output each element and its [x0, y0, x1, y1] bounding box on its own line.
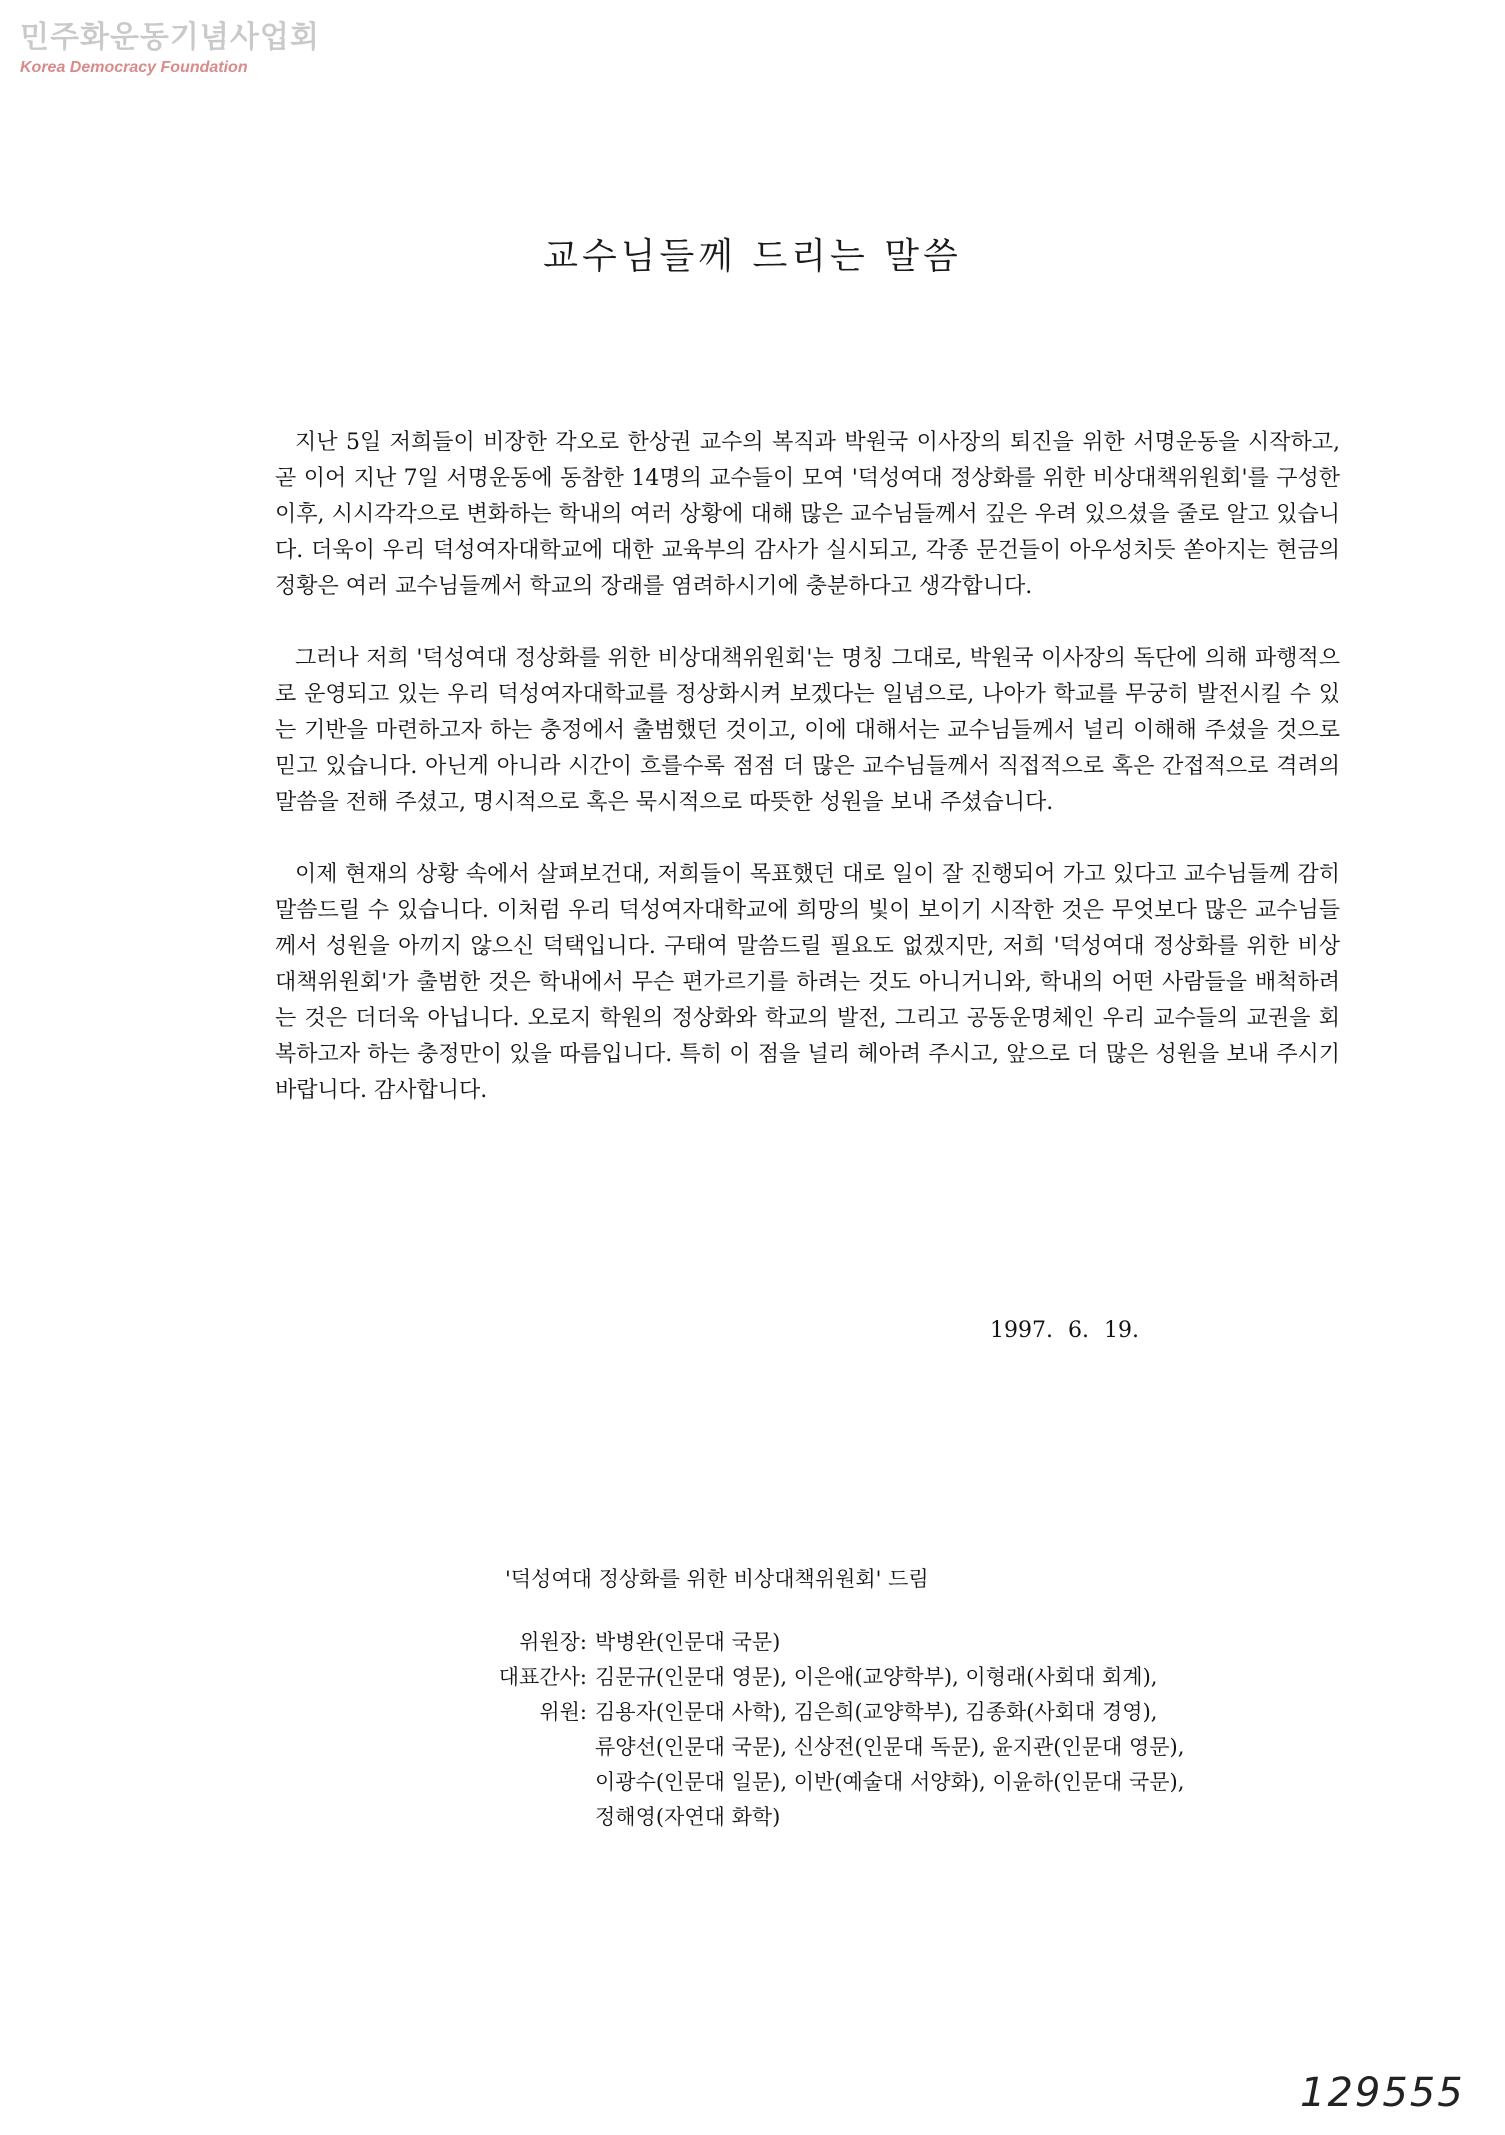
- sender-line: '덕성여대 정상화를 위한 비상대책위원회' 드림: [505, 1567, 929, 1591]
- committee-names: 정해영(자연대 화학): [595, 1805, 781, 1829]
- committee-names: 박병완(인문대 국문): [595, 1630, 781, 1654]
- committee-names: 김문규(인문대 영문), 이은애(교양학부), 이형래(사회대 회계),: [595, 1665, 1158, 1689]
- paragraph-1: 지난 5일 저희들이 비장한 각오로 한상권 교수의 복직과 박원국 이사장의 퇴진을 위한 서명운동을 시작하고, 곧 이어 지난 7일 서명운동에 동참한 14명의 교수들이 모여 '덕성여대 정상화를 위한 비상대책위원회'를 구성한 이후, 시시각각으로 변화하는 학내의 여러 상황에 대해 많은 교수님들께서 깊은 우려 있으셨을 줄로 알고 있습니다. 더욱이 우리 덕성여자대학교에 대한 교육부의 감사가 실시되고, 각종 문건들이 아우성치듯 쏟아지는 현금의 정황은 여러 교수님들께서 학교의 장래를 염려하시기에 충분하다고 생각합니다.: [275, 430, 1340, 599]
- foundation-watermark: [20, 18, 320, 78]
- committee-row: [445, 1800, 1345, 1835]
- paragraph-2: 그러나 저희 '덕성여대 정상화를 위한 비상대책위원회'는 명칭 그대로, 박원국 이사장의 독단에 의해 파행적으로 운영되고 있는 우리 덕성여자대학교를 정상화시켜 보겠다는 일념으로, 나아가 학교를 무궁히 발전시킬 수 있는 기반을 마련하고자 하는 충정에서 출범했던 것이고, 이에 대해서는 교수님들께서 널리 이해해 주셨을 것으로 믿고 있습니다. 아닌게 아니라 시간이 흐를수록 점점 더 많은 교수님들께서 직접적으로 혹은 간접적으로 격려의 말씀을 전해 주셨고, 명시적으로 혹은 묵시적으로 따뜻한 성원을 보내 주셨습니다.: [275, 646, 1340, 815]
- committee-row: [445, 1625, 1345, 1660]
- committee-row: [445, 1660, 1345, 1695]
- committee-role: [445, 1800, 587, 1835]
- letter-date: 1997. 6. 19.: [990, 1318, 1139, 1343]
- committee-names: 류양선(인문대 국문), 신상전(인문대 독문), 윤지관(인문대 영문),: [595, 1735, 1185, 1759]
- committee-list: [445, 1625, 1345, 1835]
- committee-row: [445, 1695, 1345, 1730]
- committee-role: [445, 1765, 587, 1800]
- letter-body: [275, 425, 1340, 1145]
- committee-row: [445, 1765, 1345, 1800]
- committee-role: 위원:: [539, 1700, 587, 1724]
- committee-names: 김용자(인문대 사학), 김은희(교양학부), 김종화(사회대 경영),: [595, 1700, 1158, 1724]
- committee-names: 이광수(인문대 일문), 이반(예술대 서양화), 이윤하(인문대 국문),: [595, 1770, 1185, 1794]
- committee-role: [445, 1730, 587, 1765]
- committee-row: [445, 1730, 1345, 1765]
- archive-number: 129555: [1300, 2070, 1465, 2116]
- committee-role: 대표간사:: [498, 1665, 587, 1689]
- page-title: 교수님들께 드리는 말씀: [543, 236, 962, 277]
- paragraph-3: 이제 현재의 상황 속에서 살펴보건대, 저희들이 목표했던 대로 일이 잘 진행되어 가고 있다고 교수님들께 감히 말씀드릴 수 있습니다. 이처럼 우리 덕성여자대학교에 희망의 빛이 보이기 시작한 것은 무엇보다 많은 교수님들께서 성원을 아끼지 않으신 덕택입니다. 구태여 말씀드릴 필요도 없겠지만, 저희 '덕성여대 정상화를 위한 비상대책위원회'가 출범한 것은 학내에서 무슨 편가르기를 하려는 것도 아니거니와, 학내의 어떤 사람들을 배척하려는 것은 더더욱 아닙니다. 오로지 학원의 정상화와 학교의 발전, 그리고 공동운명체인 우리 교수들의 교권을 회복하고자 하는 충정만이 있을 따름입니다. 특히 이 점을 널리 헤아려 주시고, 앞으로 더 많은 성원을 보내 주시기 바랍니다. 감사합니다.: [275, 862, 1340, 1103]
- watermark-korean: 민주화운동기념사업회: [20, 20, 320, 55]
- committee-role: 위원장:: [519, 1630, 587, 1654]
- watermark-english: Korea Democracy Foundation: [20, 59, 248, 76]
